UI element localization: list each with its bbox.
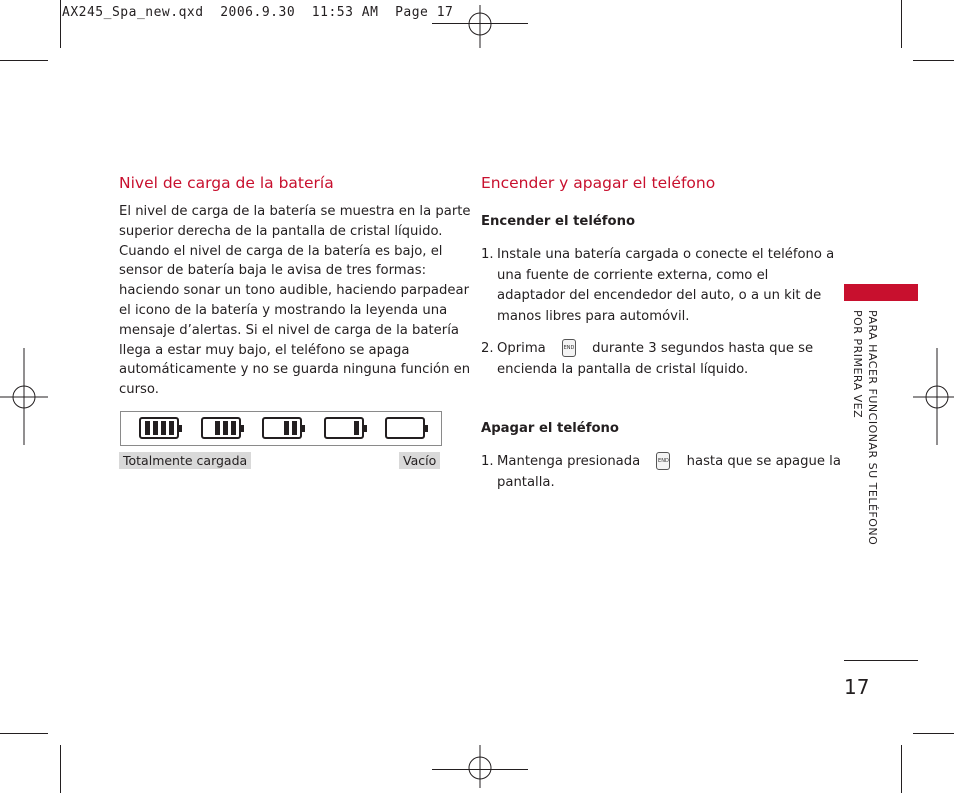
paragraph-line: automáticamente y no se guarda ninguna función en	[119, 362, 471, 378]
battery-bar	[145, 421, 150, 435]
battery-icon	[385, 417, 425, 439]
step1-line: adaptador del encendedor del auto, o a un kit de	[497, 288, 822, 304]
label-full-charge: Totalmente cargada	[119, 452, 251, 469]
battery-bar	[161, 421, 166, 435]
step-install-battery	[481, 245, 835, 329]
battery-icon	[139, 417, 179, 439]
end-key-icon: END	[562, 339, 576, 357]
step-number: 1.	[481, 454, 494, 469]
step1-line: una fuente de corriente externa, como el	[497, 267, 769, 283]
step2-after: durante 3 segundos hasta que se	[592, 341, 814, 356]
paragraph-line: El nivel de carga de la batería se muestra en la parte	[119, 204, 471, 219]
battery-bar	[153, 421, 158, 435]
page-number-rule	[844, 660, 918, 661]
section-tab-marker	[844, 284, 918, 301]
paragraph-line: el icono de la batería y mostrando la leyenda una	[119, 302, 448, 318]
page-number: 17	[844, 675, 870, 699]
battery-bar	[292, 421, 297, 435]
power-on-subhead: Encender el teléfono	[481, 214, 636, 229]
step-hold-key	[481, 452, 841, 494]
step1-line: Instale una batería cargada o conecte el teléfono a	[497, 247, 835, 262]
paragraph-line: Cuando el nivel de carga de la batería es bajo, el	[119, 243, 443, 259]
step-number: 1.	[481, 247, 494, 262]
battery-icon	[201, 417, 241, 439]
battery-icon	[324, 417, 364, 439]
battery-bar	[223, 421, 228, 435]
label-empty: Vacío	[399, 452, 440, 469]
battery-levels-box	[120, 411, 442, 446]
section-tab-label: PARA HACER FUNCIONAR SU TELÉFONO POR PRIMERA VEZ	[851, 310, 879, 546]
step-press-key	[481, 339, 821, 381]
battery-heading: Nivel de carga de la batería	[119, 174, 334, 192]
end-key-icon: END	[656, 452, 670, 470]
step1-line: manos libres para automóvil.	[497, 308, 690, 324]
step3-before: Mantenga presionada	[497, 454, 641, 469]
battery-bar	[231, 421, 236, 435]
power-off-subhead: Apagar el teléfono	[481, 421, 619, 436]
step-number: 2.	[481, 341, 494, 356]
step3-line2: pantalla.	[497, 474, 555, 490]
step2-before: Oprima	[497, 341, 546, 356]
paragraph-line: sensor de batería baja le avisa de tres formas:	[119, 263, 427, 279]
step3-after: hasta que se apague la	[686, 454, 841, 469]
paragraph-line: curso.	[119, 382, 159, 398]
battery-icon	[262, 417, 302, 439]
battery-bar	[284, 421, 289, 435]
battery-bar	[215, 421, 220, 435]
paragraph-line: llega a estar muy bajo, el teléfono se apaga	[119, 342, 410, 358]
battery-paragraph	[119, 202, 471, 400]
file-slug: AX245_Spa_new.qxd 2006.9.30 11:53 AM Page 17	[62, 5, 454, 20]
battery-bar	[354, 421, 359, 435]
paragraph-line: superior derecha de la pantalla de cristal líquido.	[119, 223, 443, 239]
power-heading: Encender y apagar el teléfono	[481, 174, 716, 192]
paragraph-line: haciendo sonar un tono audible, haciendo parpadear	[119, 283, 469, 299]
step2-line2: encienda la pantalla de cristal líquido.	[497, 361, 749, 377]
battery-bar	[169, 421, 174, 435]
paragraph-line: mensaje d’alertas. Si el nivel de carga de la batería	[119, 322, 459, 338]
